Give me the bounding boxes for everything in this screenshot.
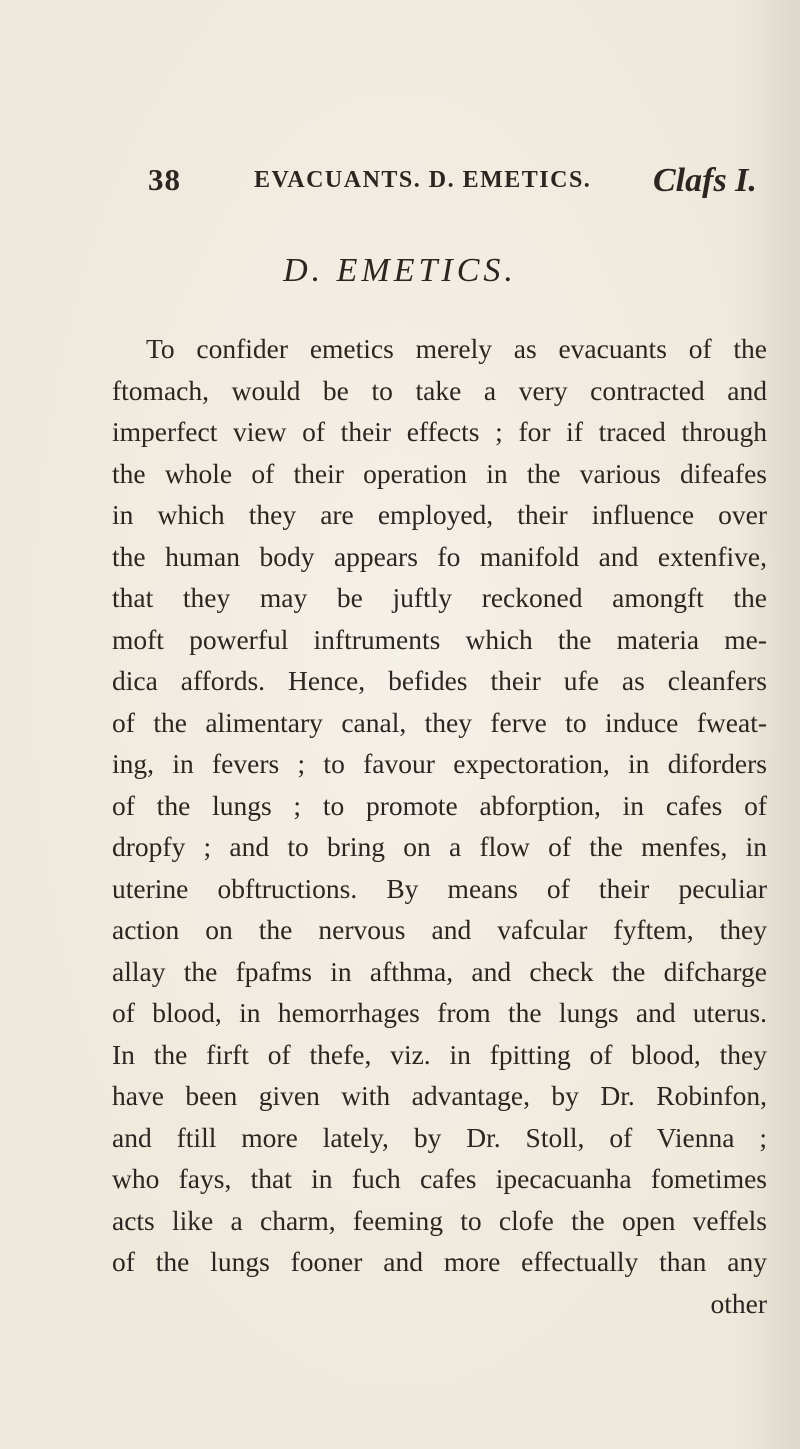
body-text	[112, 328, 767, 1324]
text-line: dica affords. Hence, befides their ufe as cleanfers	[112, 665, 767, 696]
text-line: dropfy ; and to bring on a flow of the menfes, in	[112, 831, 767, 862]
text-line: ftomach, would be to take a very contracted and	[112, 374, 767, 406]
text-line: the whole of their operation in the various difeafes	[112, 457, 767, 489]
page-number: 38	[148, 162, 181, 197]
text-line: have been given with advantage, by Dr. Robinfon,	[112, 1080, 767, 1111]
running-head	[148, 162, 768, 202]
text-line: the human body appears fo manifold and extenfive,	[112, 540, 767, 572]
running-head-title: EVACUANTS. D. EMETICS.	[254, 167, 592, 193]
text-line: who fays, that in fuch cafes ipecacuanha fometimes	[112, 1163, 767, 1194]
section-heading: D. EMETICS.	[283, 252, 517, 289]
text-line: ing, in fevers ; to favour expectoration, in diforders	[112, 748, 767, 779]
text-line: of blood, in hemorrhages from the lungs and uterus.	[112, 997, 767, 1028]
running-head-class-label: Clafs I.	[653, 162, 757, 199]
text-line: In the firft of thefe, viz. in fpitting of blood, they	[112, 1038, 767, 1070]
text-line: To confider emetics merely as evacuants of the	[146, 333, 767, 364]
text-line: uterine obftructions. By means of their peculiar	[112, 872, 767, 904]
text-line: moft powerful inftruments which the materia me-	[112, 623, 767, 655]
text-line: of the lungs fooner and more effectually than any	[112, 1246, 767, 1277]
text-line: of the lungs ; to promote abforption, in cafes of	[112, 789, 767, 821]
text-line: imperfect view of their effects ; for if traced through	[112, 416, 767, 447]
text-line: allay the fpafms in afthma, and check the difcharge	[112, 955, 767, 987]
text-line: of the alimentary canal, they ferve to induce fweat-	[112, 706, 767, 738]
text-line: that they may be juftly reckoned amongft the	[112, 582, 767, 613]
text-line: and ftill more lately, by Dr. Stoll, of Vienna ;	[112, 1121, 767, 1153]
catchword: other	[710, 1287, 767, 1319]
text-line: in which they are employed, their influence over	[112, 499, 767, 530]
text-line: acts like a charm, feeming to clofe the open veffels	[112, 1204, 767, 1236]
text-line: action on the nervous and vafcular fyftem, they	[112, 914, 767, 945]
